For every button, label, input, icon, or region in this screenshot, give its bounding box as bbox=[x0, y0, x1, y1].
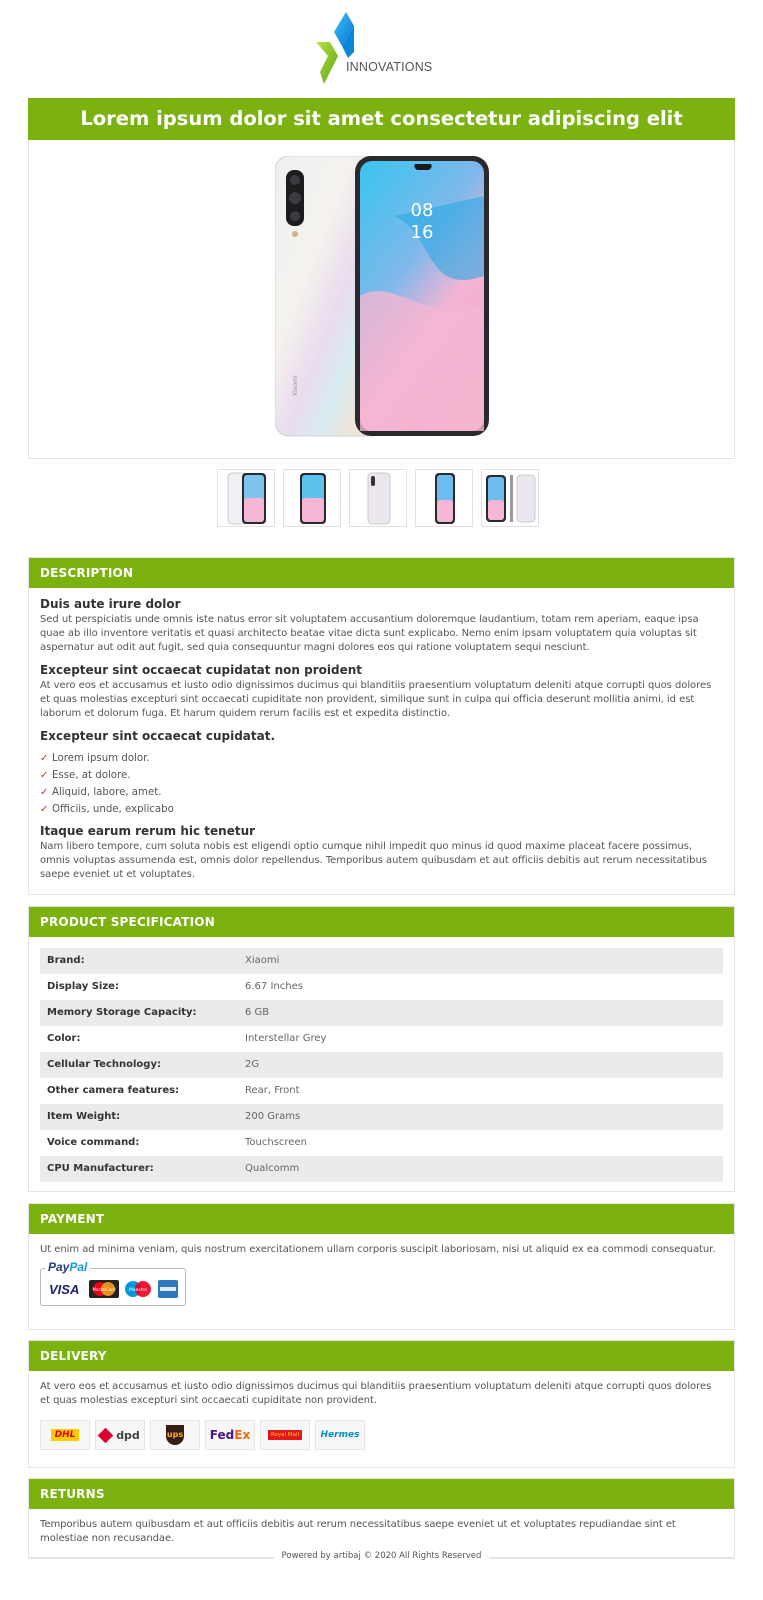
check-icon: ✓ bbox=[40, 787, 49, 798]
table-row: Color: Interstellar Grey bbox=[47, 1033, 327, 1044]
description-header: DESCRIPTION bbox=[29, 558, 734, 588]
main-product-image-frame bbox=[28, 140, 735, 459]
table-row: Other camera features: Rear, Front bbox=[47, 1085, 300, 1096]
svg-text:VISA: VISA bbox=[49, 1282, 80, 1297]
dpd-cube-icon bbox=[98, 1427, 114, 1443]
ups-logo: ups bbox=[150, 1420, 200, 1450]
table-row: Display Size: 6.67 Inches bbox=[47, 981, 303, 992]
description-section bbox=[28, 557, 735, 895]
check-icon: ✓ bbox=[40, 804, 49, 815]
svg-text:Maestro: Maestro bbox=[128, 1288, 148, 1293]
table-row: Memory Storage Capacity: 6 GB bbox=[40, 1000, 723, 1026]
delivery-text: At vero eos et accusamus et iusto odio dignissimos ducimus qui blanditiis praesentium voluptatum deleniti atque corrupti quos dolores et quas molestias excepturi sint occaecati cupiditate non provident. bbox=[40, 1381, 712, 1406]
dpd-logo: dpd bbox=[95, 1420, 145, 1450]
amex-icon bbox=[158, 1280, 178, 1298]
feature-checklist bbox=[40, 750, 723, 818]
brand-logo[interactable] bbox=[316, 12, 446, 88]
thumbnail-2[interactable] bbox=[283, 469, 341, 527]
thumbnail-4[interactable] bbox=[415, 469, 473, 527]
description-text-4: Nam libero tempore, cum soluta nobis est eligendi optio cumque nihil impedit quo minus id quod maxime placeat facere possimus, omnis voluptas assumenda est, omnis dolor repellendus. Temporibus autem quibusdam et aut officiis debitis aut rerum necessitatibus saepe eveniet ut et voluptates. bbox=[40, 841, 707, 880]
clock-minutes: 16 bbox=[410, 222, 434, 243]
hermes-logo: Hermes bbox=[315, 1420, 365, 1450]
thumbnail-3[interactable] bbox=[349, 469, 407, 527]
list-item: ✓ Esse, at dolore. bbox=[40, 767, 723, 784]
description-subtitle-3: Excepteur sint occaecat cupidatat. bbox=[40, 729, 276, 743]
logo-text: INNOVATIONS bbox=[346, 60, 433, 74]
phone-pair-thumb bbox=[218, 470, 276, 528]
returns-header: RETURNS bbox=[29, 1479, 734, 1509]
description-subtitle-1: Duis aute irure dolor bbox=[40, 597, 181, 611]
visa-icon bbox=[47, 1280, 85, 1298]
spec-header: PRODUCT SPECIFICATION bbox=[29, 907, 734, 937]
delivery-section bbox=[28, 1340, 735, 1468]
spec-section bbox=[28, 906, 735, 1192]
spec-table bbox=[40, 948, 723, 1182]
product-phone-image[interactable] bbox=[275, 156, 489, 438]
footer-text: Powered by artibaj © 2020 All Rights Reserved bbox=[274, 1551, 490, 1561]
phone-angle-thumb bbox=[416, 470, 474, 528]
payment-section bbox=[28, 1203, 735, 1330]
returns-text: Temporibus autem quibusdam et aut officiis debitis aut rerum necessitatibus saepe eveniet ut et voluptates repudiandae sint et molestiae non recusandae. bbox=[40, 1519, 676, 1544]
list-item: ✓ Officiis, unde, explicabo bbox=[40, 801, 723, 818]
table-row: Cellular Technology: 2G bbox=[40, 1052, 723, 1078]
back-brand-text: Xiaomi bbox=[292, 375, 299, 396]
thumbnail-1[interactable] bbox=[217, 469, 275, 527]
check-icon: ✓ bbox=[40, 770, 49, 781]
description-text-1: Sed ut perspiciatis unde omnis iste natus error sit voluptatem accusantium doloremque laudantium, totam rem aperiam, eaque ipsa quae ab illo inventore veritatis et quasi architecto beatae vitae dicta sunt explicabo. Nemo enim ipsam voluptatem quia voluptas sit aspernatur aut odit aut fugit, sed quia consequuntur magni dolores eos qui ratione voluptatem sequi nesciunt. bbox=[40, 614, 699, 653]
payment-header: PAYMENT bbox=[29, 1204, 734, 1234]
table-row: Item Weight: 200 Grams bbox=[40, 1104, 723, 1130]
table-row: CPU Manufacturer: Qualcomm bbox=[40, 1156, 723, 1182]
payment-text: Ut enim ad minima veniam, quis nostrum exercitationem ullam corporis suscipit laboriosam, nisi ut aliquid ex ea commodi consequatur. bbox=[40, 1244, 716, 1255]
description-subtitle-2: Excepteur sint occaecat cupidatat non proident bbox=[40, 663, 363, 677]
product-title: Lorem ipsum dolor sit amet consectetur adipiscing elit bbox=[28, 98, 735, 140]
fedex-logo: Fed Ex bbox=[205, 1420, 255, 1450]
mastercard-icon bbox=[89, 1280, 119, 1298]
payment-methods-badge bbox=[40, 1260, 186, 1306]
description-subtitle-4: Itaque earum rerum hic tenetur bbox=[40, 824, 256, 838]
list-item: ✓ Lorem ipsum dolor. bbox=[40, 750, 723, 767]
list-item: ✓ Aliquid, labore, amet. bbox=[40, 784, 723, 801]
returns-section bbox=[28, 1478, 735, 1558]
delivery-header: DELIVERY bbox=[29, 1341, 734, 1371]
check-icon: ✓ bbox=[40, 753, 49, 764]
royal-mail-logo: Royal Mail bbox=[260, 1420, 310, 1450]
footer bbox=[0, 1551, 763, 1561]
description-text-2: At vero eos et accusamus et iusto odio dignissimos ducimus qui blanditiis praesentium voluptatum deleniti atque corrupti quos dolores et quas molestias excepturi sint occaecati cupiditate non provident, similique sunt in culpa qui officia deserunt mollitia animi, id est laborum et dolorum fuga. Et harum quidem rerum facilis est et expedita distinctio. bbox=[40, 680, 712, 719]
table-row: Voice command: Touchscreen bbox=[47, 1137, 307, 1148]
innovations-logo-icon bbox=[316, 12, 356, 86]
svg-text:MasterCard: MasterCard bbox=[92, 1287, 116, 1292]
thumbnail-5[interactable] bbox=[481, 469, 539, 527]
carrier-logos bbox=[40, 1420, 723, 1450]
phone-side-thumb bbox=[482, 470, 540, 528]
thumbnail-strip bbox=[217, 469, 547, 527]
table-row: Brand: Xiaomi bbox=[40, 948, 723, 974]
dhl-logo: DHL bbox=[40, 1420, 90, 1450]
phone-front-thumb bbox=[284, 470, 342, 528]
phone-back-thumb bbox=[350, 470, 408, 528]
clock-hours: 08 bbox=[410, 200, 434, 221]
paypal-logo: PayPal bbox=[45, 1260, 90, 1274]
maestro-icon bbox=[123, 1280, 153, 1298]
